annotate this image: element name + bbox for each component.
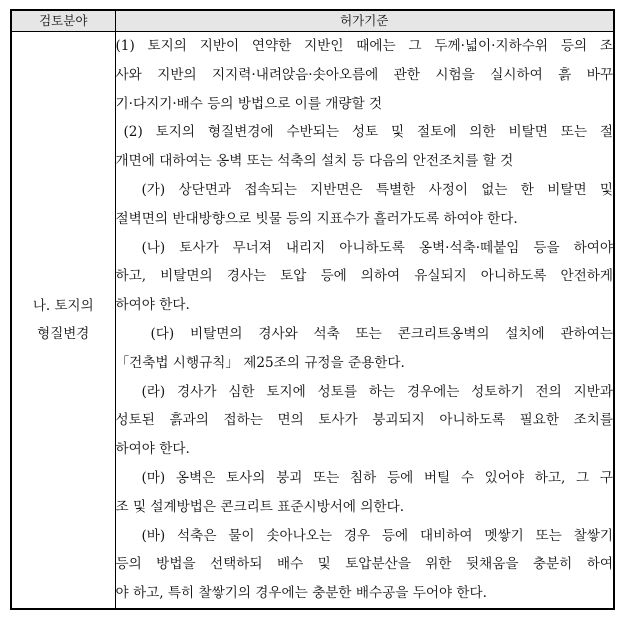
criterion-line: (바) 석축은 물이 솟아나오는 경우 등에 대비하여 멧쌓기 또는 찰쌓기 (141, 527, 613, 544)
criterion-line: 사와 지반의 지지력·내려앉음·솟아오름에 관한 시험을 실시하여 흙 바꾸 (115, 66, 613, 83)
criterion-line: 성토된 흙과의 접하는 면의 토사가 붕괴되지 아니하도록 필요한 조치를 (115, 412, 613, 429)
criterion-line: (다) 비탈면의 경사와 석축 또는 콘크리트옹벽의 설치에 관하여는 (150, 325, 613, 342)
criterion-2-na (116, 234, 614, 320)
criterion-line: (라) 경사가 심한 토지에 성토를 하는 경우에는 성토하기 전의 지반과 (141, 383, 613, 400)
criterion-2-ra (116, 378, 614, 464)
criterion-2-ma (116, 464, 614, 522)
permit-criteria-table (10, 9, 615, 610)
criterion-line: 등의 방법을 선택하되 배수 및 토압분산을 위한 뒷채움을 충분히 하여 (115, 556, 613, 573)
criterion-line: 개면에 대하여는 옹벽 또는 석축의 설치 등 다음의 안전조치를 할 것 (115, 153, 514, 170)
criterion-2-ba (116, 522, 614, 608)
criteria-cell (115, 32, 614, 609)
header-review-field: 검토분야 (11, 10, 115, 32)
header-permit-criteria: 허가기준 (115, 10, 614, 32)
criterion-2-da (116, 320, 614, 378)
criterion-line: 절벽면의 반대방향으로 빗물 등의 지표수가 흘러가도록 하여야 한다. (115, 210, 518, 227)
criterion-line: (나) 토사가 무너져 내리지 아니하도록 옹벽·석축·떼붙임 등을 하여야 (141, 239, 613, 256)
criterion-line: 하여야 한다. (115, 297, 190, 314)
criterion-2 (116, 118, 614, 176)
criterion-line: 하여야 한다. (115, 441, 190, 458)
header-row (11, 10, 614, 32)
category-label-line2: 형질변경 (37, 325, 90, 342)
category-cell (11, 32, 115, 609)
criterion-line: 「건축법 시행규칙」 제25조의 규정을 준용한다. (115, 354, 405, 371)
criterion-line: 기·다지기·배수 등의 방법으로 이를 개량할 것 (115, 95, 383, 112)
criterion-line: 하고, 비탈면의 경사는 토압 등에 의하여 유실되지 아니하도록 안전하게 (115, 268, 613, 285)
criterion-line: (1) 토지의 지반이 연약한 지반인 때에는 그 두께·넓이·지하수위 등의 조 (115, 38, 613, 54)
criterion-line: (가) 상단면과 접속되는 지반면은 특별한 사정이 없는 한 비탈면 및 (141, 181, 613, 198)
table-row (11, 32, 614, 609)
criterion-2-ga (116, 176, 614, 234)
criterion-line: (마) 옹벽은 토사의 붕괴 또는 침하 등에 버틸 수 있어야 하고, 그 구 (141, 469, 613, 486)
category-label-line1: 나. 토지의 (32, 297, 94, 314)
criterion-1 (116, 32, 614, 118)
criterion-line: 야 하고, 특히 찰쌓기의 경우에는 충분한 배수공을 두어야 한다. (115, 585, 487, 602)
criterion-line: 조 및 설계방법은 콘크리트 표준시방서에 의한다. (115, 498, 405, 515)
criterion-line: (2) 토지의 형질변경에 수반되는 성토 및 절토에 의한 비탈면 또는 절 (123, 124, 613, 141)
